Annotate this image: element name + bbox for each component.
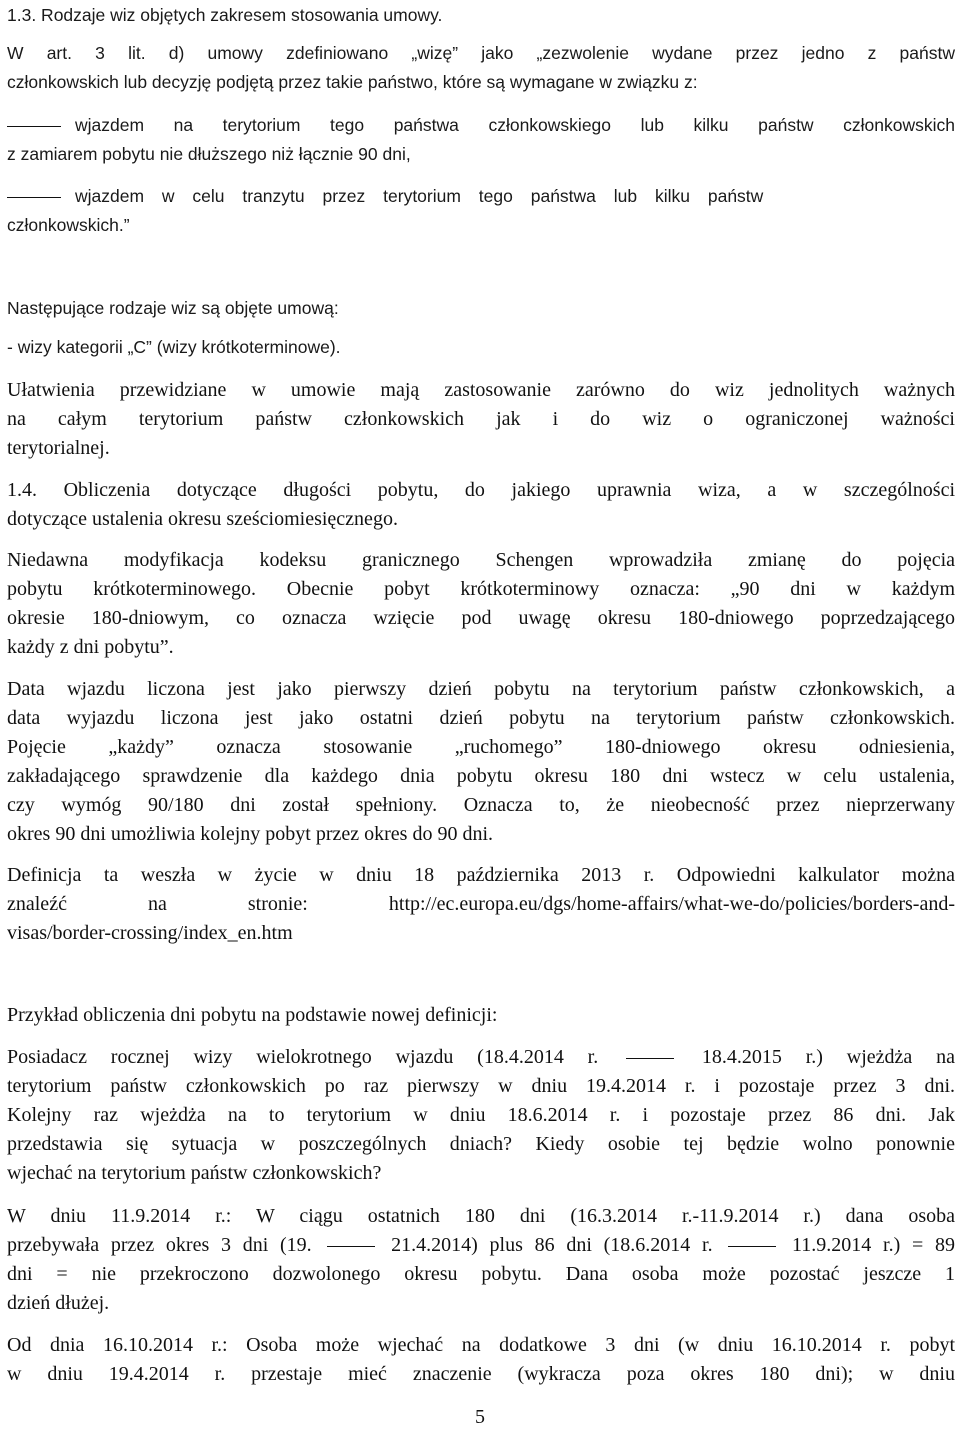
definition-paragraph-line: Definicja ta weszła w życie w dniu 18 października 2013 r. Odpowiedni kalkulator można xyxy=(7,864,955,886)
em-dash xyxy=(626,1058,674,1059)
visa-types-item: - wizy kategorii „C” (wizy krótkoterminowe). xyxy=(7,337,341,357)
september-paragraph-line xyxy=(7,1233,955,1257)
example-paragraph-line: Kolejny raz wjeżdża na to terytorium w dniu 18.6.2014 r. i pozostaje przez 86 dni. Jak xyxy=(7,1104,955,1126)
facilitation-paragraph-line: terytorialnej. xyxy=(7,437,110,459)
example-text: 18.4.2015 r.) wjeżdża na xyxy=(701,1046,956,1068)
september-paragraph-line: dzień dłużej. xyxy=(7,1292,110,1314)
september-text: przebywała przez okres 3 dni (19. xyxy=(7,1234,312,1256)
example-paragraph-line: terytorium państw członkowskich po raz pierwszy w dniu 19.4.2014 r. i pozostaje przez 3 dni. xyxy=(7,1075,955,1097)
definition-paragraph-line: visas/border-crossing/index_en.htm xyxy=(7,922,293,944)
definition-paragraph-line: znaleźć na stronie: http://ec.europa.eu/dgs/home-affairs/what-we-do/policies/borders-and- xyxy=(7,893,955,915)
example-paragraph-line xyxy=(7,1045,955,1069)
em-dash xyxy=(728,1246,776,1247)
dates-paragraph-line: okres 90 dni umożliwia kolejny pobyt przez okres do 90 dni. xyxy=(7,823,494,845)
page-number: 5 xyxy=(475,1406,485,1428)
dates-paragraph-line: czy wymóg 90/180 dni został spełniony. Oznacza to, że nieobecność przez nieprzerwany xyxy=(7,794,955,816)
dates-paragraph-line: Data wjazdu liczona jest jako pierwszy dzień pobytu na terytorium państw członkowskich, a xyxy=(7,678,955,700)
bullet-item-continuation: członkowskich.” xyxy=(7,215,130,235)
september-paragraph-line: W dniu 11.9.2014 r.: W ciągu ostatnich 180 dni (16.3.2014 r.-11.9.2014 r.) dana osoba xyxy=(7,1205,955,1227)
em-dash-bullet xyxy=(7,126,61,127)
example-heading: Przykład obliczenia dni pobytu na podstawie nowej definicji: xyxy=(7,1004,498,1026)
dates-paragraph-line: Pojęcie „każdy” oznacza stosowanie „ruchomego” 180-dniowego okresu odniesienia, xyxy=(7,736,955,758)
september-paragraph-line: dni = nie przekroczono dozwolonego okresu pobytu. Dana osoba może pozostać jeszcze 1 xyxy=(7,1263,955,1285)
bullet-text: wjazdem na terytorium tego państwa członkowskiego lub kilku państw członkowskich xyxy=(75,115,955,135)
em-dash-bullet xyxy=(7,197,61,198)
example-text: Posiadacz rocznej wizy wielokrotnego wjazdu (18.4.2014 r. xyxy=(7,1046,599,1068)
bullet-text: wjazdem w celu tranzytu przez terytorium tego państwa lub kilku państw xyxy=(75,186,764,206)
october-paragraph-line: Od dnia 16.10.2014 r.: Osoba może wjechać na dodatkowe 3 dni (w dniu 16.10.2014 r. pobyt xyxy=(7,1334,955,1356)
facilitation-paragraph-line: Ułatwienia przewidziane w umowie mają zastosowanie zarówno do wiz jednolitych ważnych xyxy=(7,379,955,401)
example-paragraph-line: przedstawia się sytuacja w poszczególnych dniach? Kiedy osobie tej będzie wolno ponownie xyxy=(7,1133,955,1155)
september-text: 21.4.2014) plus 86 dni (18.6.2014 r. xyxy=(391,1234,713,1256)
schengen-paragraph-line: pobytu krótkoterminowego. Obecnie pobyt krótkoterminowy oznacza: „90 dni w każdym xyxy=(7,578,955,600)
dates-paragraph-line: data wyjazdu liczona jest jako ostatni dzień pobytu na terytorium państw członkowskich. xyxy=(7,707,955,729)
visa-types-intro: Następujące rodzaje wiz są objęte umową: xyxy=(7,298,339,318)
facilitation-paragraph-line: na całym terytorium państw członkowskich jak i do wiz o ograniczonej ważności xyxy=(7,408,955,430)
section-1-4-heading: dotyczące ustalenia okresu sześciomiesięcznego. xyxy=(7,508,398,530)
dates-paragraph-line: zakładającego sprawdzenie dla każdego dnia pobytu okresu 180 dni wstecz w celu ustalenia, xyxy=(7,765,955,787)
section-1-3-heading: 1.3. Rodzaje wiz objętych zakresem stosowania umowy. xyxy=(7,5,443,25)
schengen-paragraph-line: każdy z dni pobytu”. xyxy=(7,636,174,658)
section-1-4-heading: 1.4. Obliczenia dotyczące długości pobytu, do jakiego uprawnia wiza, a w szczególności xyxy=(7,479,955,501)
schengen-paragraph-line: okresie 180-dniowym, co oznacza wzięcie pod uwagę okresu 180-dniowego poprzedzającego xyxy=(7,607,955,629)
art3-paragraph-line: członkowskich lub decyzję podjętą przez takie państwo, które są wymagane w związku z: xyxy=(7,72,698,92)
example-paragraph-line: wjechać na terytorium państw członkowskich? xyxy=(7,1162,382,1184)
september-text: 11.9.2014 r.) = 89 xyxy=(792,1234,955,1256)
bullet-item xyxy=(7,184,955,208)
em-dash xyxy=(327,1246,375,1247)
bullet-item xyxy=(7,113,955,137)
bullet-item-continuation: z zamiarem pobytu nie dłuższego niż łącznie 90 dni, xyxy=(7,144,411,164)
schengen-paragraph-line: Niedawna modyfikacja kodeksu granicznego Schengen wprowadziła zmianę do pojęcia xyxy=(7,549,955,571)
art3-paragraph-line: W art. 3 lit. d) umowy zdefiniowano „wizę” jako „zezwolenie wydane przez jedno z państw xyxy=(7,43,955,63)
october-paragraph-line: w dniu 19.4.2014 r. przestaje mieć znaczenie (wykracza poza okres 180 dni); w dniu xyxy=(7,1363,955,1385)
